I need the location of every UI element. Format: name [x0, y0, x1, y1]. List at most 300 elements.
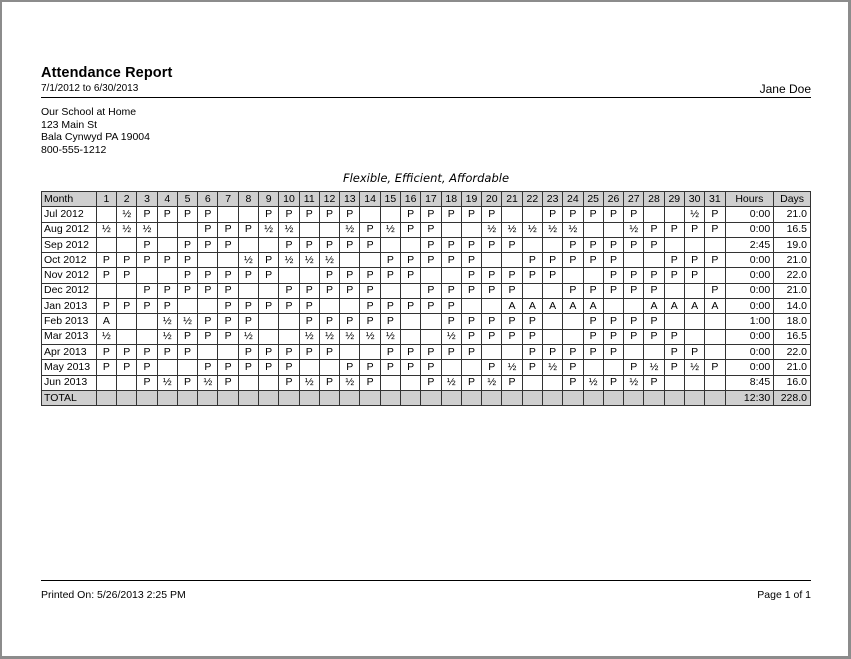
- total-empty-cell: [603, 390, 623, 405]
- attendance-cell: P: [421, 299, 441, 314]
- attendance-cell: [117, 329, 137, 344]
- attendance-cell: P: [644, 283, 664, 298]
- date-range: 7/1/2012 to 6/30/2013: [41, 83, 139, 94]
- attendance-cell: [279, 268, 299, 283]
- day-header: 31: [705, 192, 725, 207]
- attendance-cell: [198, 299, 218, 314]
- attendance-cell: [299, 360, 319, 375]
- attendance-cell: [644, 344, 664, 359]
- day-header: 29: [664, 192, 684, 207]
- attendance-cell: P: [198, 207, 218, 222]
- attendance-cell: P: [96, 360, 116, 375]
- attendance-cell: P: [421, 222, 441, 237]
- month-header: Month: [42, 192, 97, 207]
- total-empty-cell: [340, 390, 360, 405]
- attendance-cell: ½: [644, 360, 664, 375]
- attendance-cell: [502, 253, 522, 268]
- header-divider: [41, 97, 811, 98]
- attendance-cell: P: [299, 314, 319, 329]
- attendance-cell: P: [522, 314, 542, 329]
- day-header: 30: [684, 192, 704, 207]
- attendance-cell: P: [137, 360, 157, 375]
- days-cell: 14.0: [774, 299, 811, 314]
- attendance-cell: P: [319, 375, 339, 390]
- attendance-cell: [380, 375, 400, 390]
- attendance-cell: P: [441, 283, 461, 298]
- attendance-cell: [401, 329, 421, 344]
- attendance-cell: ½: [340, 329, 360, 344]
- attendance-cell: P: [198, 314, 218, 329]
- days-cell: 19.0: [774, 237, 811, 252]
- attendance-cell: P: [157, 253, 177, 268]
- days-cell: 16.5: [774, 329, 811, 344]
- attendance-table: [41, 191, 811, 406]
- day-header: 20: [482, 192, 502, 207]
- attendance-cell: [401, 283, 421, 298]
- attendance-cell: P: [421, 207, 441, 222]
- attendance-cell: [218, 344, 238, 359]
- total-empty-cell: [522, 390, 542, 405]
- attendance-cell: P: [360, 299, 380, 314]
- attendance-cell: P: [198, 237, 218, 252]
- attendance-cell: P: [461, 375, 481, 390]
- attendance-cell: P: [502, 375, 522, 390]
- attendance-cell: P: [482, 207, 502, 222]
- attendance-cell: P: [218, 237, 238, 252]
- total-empty-cell: [542, 390, 562, 405]
- attendance-cell: P: [218, 314, 238, 329]
- attendance-cell: P: [583, 344, 603, 359]
- attendance-cell: P: [177, 253, 197, 268]
- attendance-cell: P: [319, 237, 339, 252]
- total-empty-cell: [380, 390, 400, 405]
- attendance-cell: [340, 344, 360, 359]
- attendance-cell: P: [177, 207, 197, 222]
- total-empty-cell: [218, 390, 238, 405]
- table-row: [42, 344, 811, 359]
- attendance-cell: P: [624, 360, 644, 375]
- attendance-cell: P: [380, 360, 400, 375]
- attendance-cell: ½: [96, 222, 116, 237]
- attendance-cell: P: [117, 344, 137, 359]
- attendance-cell: P: [259, 360, 279, 375]
- attendance-cell: P: [259, 299, 279, 314]
- hours-cell: 1:00: [725, 314, 774, 329]
- school-address: [41, 106, 150, 156]
- attendance-cell: P: [177, 344, 197, 359]
- attendance-cell: ½: [624, 375, 644, 390]
- attendance-cell: P: [542, 253, 562, 268]
- attendance-cell: [563, 329, 583, 344]
- attendance-cell: ½: [238, 253, 258, 268]
- total-label: TOTAL: [42, 390, 97, 405]
- attendance-cell: [502, 344, 522, 359]
- total-empty-cell: [137, 390, 157, 405]
- attendance-cell: P: [218, 283, 238, 298]
- total-row: [42, 390, 811, 405]
- attendance-cell: P: [218, 360, 238, 375]
- attendance-cell: P: [238, 299, 258, 314]
- attendance-cell: [96, 207, 116, 222]
- day-header: 27: [624, 192, 644, 207]
- attendance-cell: P: [583, 253, 603, 268]
- attendance-cell: P: [563, 344, 583, 359]
- attendance-cell: P: [563, 253, 583, 268]
- table-row: [42, 268, 811, 283]
- attendance-cell: P: [624, 283, 644, 298]
- attendance-cell: [482, 344, 502, 359]
- attendance-cell: P: [441, 253, 461, 268]
- attendance-cell: [705, 237, 725, 252]
- attendance-cell: P: [461, 237, 481, 252]
- total-empty-cell: [684, 390, 704, 405]
- day-header: 7: [218, 192, 238, 207]
- attendance-cell: [380, 237, 400, 252]
- attendance-cell: A: [542, 299, 562, 314]
- tagline: Flexible, Efficient, Affordable: [342, 171, 510, 185]
- attendance-cell: [259, 283, 279, 298]
- attendance-cell: P: [705, 207, 725, 222]
- table-row: [42, 360, 811, 375]
- attendance-cell: [583, 268, 603, 283]
- attendance-cell: P: [117, 253, 137, 268]
- attendance-cell: [583, 222, 603, 237]
- attendance-cell: P: [421, 283, 441, 298]
- attendance-cell: ½: [624, 222, 644, 237]
- attendance-cell: ½: [177, 314, 197, 329]
- attendance-cell: P: [259, 344, 279, 359]
- attendance-cell: P: [401, 268, 421, 283]
- attendance-cell: P: [279, 299, 299, 314]
- attendance-cell: P: [603, 329, 623, 344]
- day-header: 19: [461, 192, 481, 207]
- table-row: [42, 222, 811, 237]
- attendance-cell: P: [137, 237, 157, 252]
- day-header: 21: [502, 192, 522, 207]
- month-cell: Sep 2012: [42, 237, 97, 252]
- attendance-cell: [542, 314, 562, 329]
- attendance-cell: P: [319, 283, 339, 298]
- total-empty-cell: [441, 390, 461, 405]
- total-empty-cell: [177, 390, 197, 405]
- attendance-cell: [664, 237, 684, 252]
- month-cell: Apr 2013: [42, 344, 97, 359]
- attendance-cell: [563, 314, 583, 329]
- attendance-cell: ½: [157, 375, 177, 390]
- attendance-cell: [664, 207, 684, 222]
- hours-cell: 0:00: [725, 360, 774, 375]
- total-empty-cell: [461, 390, 481, 405]
- attendance-cell: [238, 283, 258, 298]
- table-row: [42, 314, 811, 329]
- attendance-cell: P: [522, 268, 542, 283]
- attendance-cell: P: [603, 268, 623, 283]
- day-header: 24: [563, 192, 583, 207]
- attendance-cell: ½: [279, 253, 299, 268]
- attendance-cell: [117, 283, 137, 298]
- attendance-cell: P: [624, 237, 644, 252]
- hours-cell: 0:00: [725, 299, 774, 314]
- attendance-cell: [644, 207, 664, 222]
- attendance-cell: P: [522, 344, 542, 359]
- attendance-cell: [624, 253, 644, 268]
- table-header-row: [42, 192, 811, 207]
- attendance-cell: P: [380, 344, 400, 359]
- attendance-cell: P: [340, 314, 360, 329]
- attendance-cell: [542, 375, 562, 390]
- attendance-cell: P: [319, 207, 339, 222]
- attendance-cell: P: [177, 237, 197, 252]
- attendance-cell: P: [238, 268, 258, 283]
- attendance-cell: [117, 237, 137, 252]
- total-hours: 12:30: [725, 390, 774, 405]
- attendance-cell: A: [563, 299, 583, 314]
- attendance-cell: P: [198, 283, 218, 298]
- attendance-cell: P: [461, 344, 481, 359]
- attendance-cell: P: [644, 222, 664, 237]
- hours-cell: 0:00: [725, 222, 774, 237]
- attendance-cell: P: [684, 222, 704, 237]
- month-cell: Feb 2013: [42, 314, 97, 329]
- attendance-cell: P: [421, 344, 441, 359]
- attendance-cell: P: [137, 375, 157, 390]
- attendance-cell: P: [299, 237, 319, 252]
- attendance-cell: P: [299, 207, 319, 222]
- attendance-cell: [340, 299, 360, 314]
- attendance-cell: ½: [198, 375, 218, 390]
- attendance-cell: P: [441, 344, 461, 359]
- attendance-cell: ½: [542, 222, 562, 237]
- attendance-cell: [177, 299, 197, 314]
- attendance-cell: P: [157, 299, 177, 314]
- attendance-cell: P: [684, 344, 704, 359]
- attendance-cell: P: [502, 268, 522, 283]
- attendance-cell: [157, 222, 177, 237]
- attendance-cell: P: [177, 375, 197, 390]
- attendance-cell: [461, 360, 481, 375]
- day-header: 6: [198, 192, 218, 207]
- attendance-cell: [117, 375, 137, 390]
- table-row: [42, 283, 811, 298]
- total-empty-cell: [401, 390, 421, 405]
- total-empty-cell: [421, 390, 441, 405]
- days-header: Days: [774, 192, 811, 207]
- attendance-cell: P: [319, 344, 339, 359]
- day-header: 1: [96, 192, 116, 207]
- attendance-cell: [542, 237, 562, 252]
- hours-cell: 8:45: [725, 375, 774, 390]
- attendance-cell: [603, 222, 623, 237]
- total-empty-cell: [705, 390, 725, 405]
- attendance-cell: P: [441, 207, 461, 222]
- attendance-cell: P: [664, 253, 684, 268]
- days-cell: 22.0: [774, 344, 811, 359]
- attendance-cell: A: [522, 299, 542, 314]
- attendance-cell: P: [360, 360, 380, 375]
- attendance-cell: P: [563, 375, 583, 390]
- day-header: 28: [644, 192, 664, 207]
- attendance-cell: [421, 268, 441, 283]
- attendance-cell: [522, 237, 542, 252]
- month-cell: Mar 2013: [42, 329, 97, 344]
- attendance-cell: P: [542, 344, 562, 359]
- page-number: Page 1 of 1: [757, 589, 811, 601]
- day-header: 23: [542, 192, 562, 207]
- attendance-cell: [502, 207, 522, 222]
- attendance-cell: ½: [340, 375, 360, 390]
- attendance-cell: P: [644, 237, 664, 252]
- attendance-cell: [522, 375, 542, 390]
- student-name: Jane Doe: [759, 82, 811, 96]
- attendance-cell: P: [542, 207, 562, 222]
- hours-cell: 0:00: [725, 344, 774, 359]
- attendance-cell: [684, 237, 704, 252]
- total-empty-cell: [299, 390, 319, 405]
- attendance-cell: [624, 299, 644, 314]
- total-empty-cell: [96, 390, 116, 405]
- attendance-cell: P: [340, 360, 360, 375]
- attendance-cell: ½: [117, 207, 137, 222]
- attendance-cell: [421, 314, 441, 329]
- total-empty-cell: [198, 390, 218, 405]
- attendance-cell: [238, 207, 258, 222]
- attendance-cell: P: [238, 314, 258, 329]
- attendance-cell: P: [583, 314, 603, 329]
- attendance-cell: [319, 299, 339, 314]
- attendance-cell: [259, 329, 279, 344]
- attendance-cell: P: [157, 207, 177, 222]
- attendance-cell: [360, 344, 380, 359]
- days-cell: 21.0: [774, 283, 811, 298]
- attendance-cell: P: [705, 222, 725, 237]
- attendance-cell: [117, 314, 137, 329]
- attendance-cell: P: [603, 283, 623, 298]
- attendance-cell: P: [603, 314, 623, 329]
- attendance-cell: P: [482, 360, 502, 375]
- attendance-cell: P: [238, 222, 258, 237]
- attendance-cell: P: [360, 222, 380, 237]
- attendance-cell: ½: [482, 375, 502, 390]
- attendance-cell: P: [360, 283, 380, 298]
- attendance-cell: P: [198, 329, 218, 344]
- attendance-cell: ½: [542, 360, 562, 375]
- attendance-cell: P: [603, 253, 623, 268]
- attendance-cell: ½: [380, 329, 400, 344]
- attendance-cell: ½: [157, 314, 177, 329]
- attendance-cell: P: [218, 268, 238, 283]
- attendance-cell: [563, 268, 583, 283]
- attendance-cell: P: [644, 314, 664, 329]
- attendance-cell: [583, 360, 603, 375]
- attendance-cell: [380, 207, 400, 222]
- attendance-cell: [157, 237, 177, 252]
- attendance-cell: P: [441, 237, 461, 252]
- day-header: 18: [441, 192, 461, 207]
- attendance-cell: [705, 344, 725, 359]
- day-header: 8: [238, 192, 258, 207]
- attendance-cell: P: [705, 360, 725, 375]
- attendance-cell: [705, 314, 725, 329]
- day-header: 5: [177, 192, 197, 207]
- attendance-cell: P: [461, 329, 481, 344]
- attendance-cell: [340, 253, 360, 268]
- attendance-cell: [299, 222, 319, 237]
- attendance-cell: [664, 314, 684, 329]
- day-header: 17: [421, 192, 441, 207]
- attendance-cell: P: [137, 344, 157, 359]
- attendance-cell: A: [583, 299, 603, 314]
- attendance-cell: P: [644, 329, 664, 344]
- total-empty-cell: [360, 390, 380, 405]
- attendance-cell: ½: [684, 207, 704, 222]
- table-row: [42, 299, 811, 314]
- month-cell: Nov 2012: [42, 268, 97, 283]
- attendance-cell: P: [360, 268, 380, 283]
- attendance-cell: [664, 283, 684, 298]
- attendance-cell: P: [401, 253, 421, 268]
- attendance-cell: P: [421, 237, 441, 252]
- attendance-cell: P: [177, 329, 197, 344]
- attendance-cell: [441, 360, 461, 375]
- attendance-cell: ½: [502, 222, 522, 237]
- attendance-cell: [198, 253, 218, 268]
- attendance-cell: ½: [157, 329, 177, 344]
- attendance-cell: [96, 283, 116, 298]
- hours-cell: 0:00: [725, 283, 774, 298]
- attendance-cell: ½: [684, 360, 704, 375]
- attendance-cell: [421, 329, 441, 344]
- attendance-cell: [157, 360, 177, 375]
- total-empty-cell: [157, 390, 177, 405]
- attendance-cell: A: [705, 299, 725, 314]
- attendance-cell: P: [401, 299, 421, 314]
- attendance-cell: P: [340, 268, 360, 283]
- attendance-cell: ½: [441, 375, 461, 390]
- attendance-cell: [542, 329, 562, 344]
- attendance-cell: P: [624, 268, 644, 283]
- attendance-cell: ½: [279, 222, 299, 237]
- attendance-cell: [684, 375, 704, 390]
- attendance-cell: ½: [441, 329, 461, 344]
- attendance-cell: ½: [583, 375, 603, 390]
- attendance-cell: P: [522, 360, 542, 375]
- attendance-cell: ½: [117, 222, 137, 237]
- attendance-cell: [705, 268, 725, 283]
- attendance-cell: P: [137, 283, 157, 298]
- attendance-cell: ½: [137, 222, 157, 237]
- attendance-cell: P: [177, 268, 197, 283]
- attendance-cell: P: [218, 299, 238, 314]
- attendance-cell: ½: [238, 329, 258, 344]
- table-row: [42, 375, 811, 390]
- hours-cell: 0:00: [725, 329, 774, 344]
- attendance-cell: [603, 299, 623, 314]
- hours-cell: 0:00: [725, 253, 774, 268]
- attendance-cell: P: [401, 222, 421, 237]
- attendance-cell: P: [482, 329, 502, 344]
- attendance-cell: P: [664, 268, 684, 283]
- attendance-cell: P: [380, 314, 400, 329]
- attendance-cell: [603, 360, 623, 375]
- attendance-cell: ½: [299, 329, 319, 344]
- day-header: 4: [157, 192, 177, 207]
- attendance-cell: [664, 375, 684, 390]
- attendance-cell: P: [340, 237, 360, 252]
- attendance-cell: [259, 237, 279, 252]
- attendance-cell: ½: [360, 329, 380, 344]
- table-row: [42, 207, 811, 222]
- day-header: 10: [279, 192, 299, 207]
